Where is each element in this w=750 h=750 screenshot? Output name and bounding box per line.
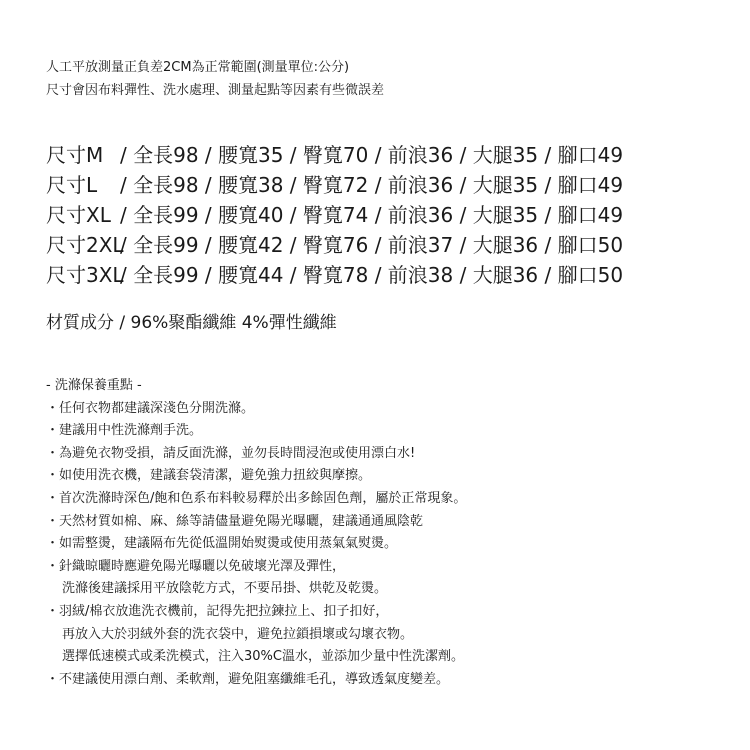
care-title: - 洗滌保養重點 - [46, 378, 142, 393]
measurement-disclaimer: 尺寸會因布料彈性、洗水處理、測量起點等因素有些微誤差 [46, 83, 385, 98]
measurement-note: 人工平放測量正負差2CM為正常範圍(測量單位:公分) [46, 60, 350, 75]
size-label: 尺寸2XL [46, 233, 124, 257]
care-item: ・針織晾曬時應避免陽光曝曬以免破壞光澤及彈性， [46, 558, 346, 574]
care-item: ・如需整燙，建議隔布先從低溫開始熨燙或使用蒸氣氣熨燙。 [46, 536, 398, 552]
care-item: ・建議用中性洗滌劑手洗。 [46, 423, 203, 439]
size-row-3xl [46, 260, 623, 290]
care-instructions [46, 375, 466, 691]
size-row-xl [46, 200, 623, 230]
size-chart [46, 140, 623, 290]
care-item: ・羽絨/棉衣放進洗衣機前，記得先把拉鍊拉上、扣子扣好， [46, 603, 389, 619]
size-spec: / 全長99 / 腰寬44 / 臀寬78 / 前浪38 / 大腿36 / 腳口50 [120, 263, 624, 287]
size-label: 尺寸XL [46, 203, 111, 227]
size-row-l [46, 170, 623, 200]
size-spec: / 全長99 / 腰寬40 / 臀寬74 / 前浪36 / 大腿35 / 腳口49 [120, 203, 624, 227]
care-item: ・為避免衣物受損，請反面洗滌，並勿長時間浸泡或使用漂白水! [46, 445, 416, 461]
care-item: ・天然材質如棉、麻、絲等請儘量避免陽光曝曬，建議通通風陰乾 [46, 513, 424, 529]
care-item-continued: 再放入大於羽絨外套的洗衣袋中，避免拉鎖損壞或勾壞衣物。 [62, 626, 414, 642]
size-label: 尺寸M [46, 143, 104, 167]
size-spec: / 全長98 / 腰寬35 / 臀寬70 / 前浪36 / 大腿35 / 腳口49 [120, 143, 624, 167]
size-label: 尺寸L [46, 173, 98, 197]
care-item-continued: 洗滌後建議採用平放陰乾方式，不要吊掛、烘乾及乾燙。 [62, 581, 388, 597]
care-item: ・任何衣物都建議深淺色分開洗滌。 [46, 400, 255, 416]
care-item: ・不建議使用漂白劑、柔軟劑，避免阻塞纖維毛孔，導致透氣度變差。 [46, 671, 450, 687]
size-row-2xl [46, 230, 623, 260]
size-label: 尺寸3XL [46, 263, 124, 287]
size-row-m [46, 140, 623, 170]
care-item-continued: 選擇低速模式或柔洗模式，注入30%C溫水，並添加少量中性洗潔劑。 [62, 649, 464, 665]
size-spec: / 全長98 / 腰寬38 / 臀寬72 / 前浪36 / 大腿35 / 腳口49 [120, 173, 624, 197]
material-composition: 材質成分 / 96%聚酯纖維 4%彈性纖維 [46, 313, 337, 333]
care-item: ・首次洗滌時深色/飽和色系布料較易釋於出多餘固色劑，屬於正常現象。 [46, 490, 467, 506]
care-item: ・如使用洗衣機，建議套袋清潔，避免強力扭絞與摩擦。 [46, 468, 372, 484]
size-spec: / 全長99 / 腰寬42 / 臀寬76 / 前浪37 / 大腿36 / 腳口50 [120, 233, 624, 257]
